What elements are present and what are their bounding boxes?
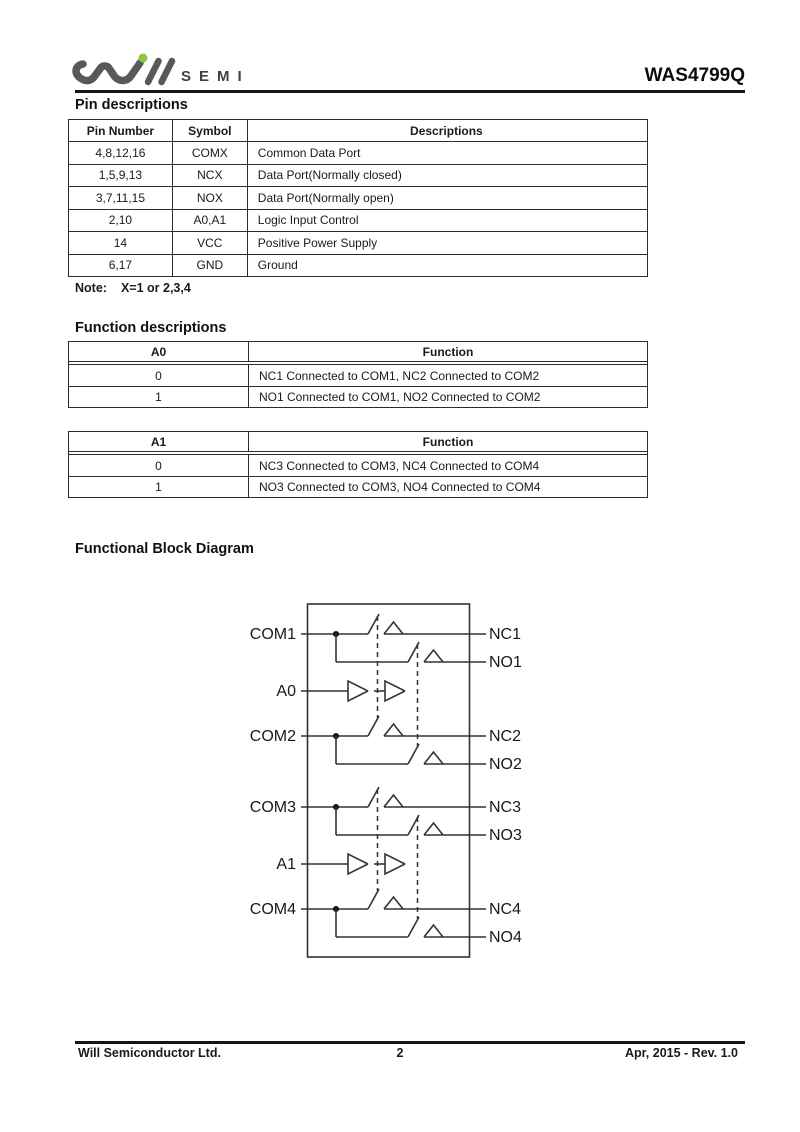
logo-slash-2 <box>162 61 173 82</box>
note-label: Note: <box>75 281 107 295</box>
pin-note <box>75 281 191 295</box>
inverter-icon <box>385 681 405 701</box>
cell-a0-value: 0 <box>69 365 249 386</box>
col-header-symbol: Symbol <box>172 120 247 142</box>
switch-arrow-icon <box>424 650 443 662</box>
table-row <box>69 232 648 255</box>
switch-arrow-icon <box>424 752 443 764</box>
logo-slash-1 <box>148 61 159 82</box>
switch-blade-icon <box>408 744 419 764</box>
inverter-bubble <box>368 688 374 694</box>
pin-label-a0: A0 <box>276 683 296 700</box>
inverter-icon <box>348 854 368 874</box>
function-table-a0 <box>68 341 648 408</box>
col-header-function: Function <box>422 434 474 449</box>
cell-description: Common Data Port <box>247 142 647 165</box>
pin-label-no2: NO2 <box>489 756 522 773</box>
pin-label-no3: NO3 <box>489 827 522 844</box>
footer-page-number: 2 <box>396 1046 404 1060</box>
cell-a1-value: 1 <box>69 477 249 497</box>
cell-pin-number: 2,10 <box>69 209 173 232</box>
cell-symbol: NOX <box>172 187 247 210</box>
will-logo-icon <box>72 48 182 92</box>
pin-label-no4: NO4 <box>489 929 522 946</box>
brand-text: SEMI <box>181 68 250 85</box>
function-table-header-row <box>69 432 647 452</box>
pin-label-nc1: NC1 <box>489 626 522 643</box>
switch-group-a1 <box>301 787 486 937</box>
switch-arrow-icon <box>384 897 403 909</box>
cell-symbol: NCX <box>172 164 247 187</box>
footer-revision: Apr, 2015 - Rev. 1.0 <box>624 1046 738 1060</box>
switch-arrow-icon <box>384 622 403 634</box>
switch-blade-icon <box>368 889 379 909</box>
inverter-bubble <box>405 688 411 694</box>
cell-pin-number: 4,8,12,16 <box>69 142 173 165</box>
col-header-a1: A1 <box>69 432 249 451</box>
pin-label-nc3: NC3 <box>489 799 522 816</box>
cell-function: NC1 Connected to COM1, NC2 Connected to COM2 <box>259 368 540 383</box>
doc-title: WAS4799Q <box>644 65 745 86</box>
pin-label-com3: COM3 <box>249 799 296 816</box>
pin-label-no1: NO1 <box>489 654 522 671</box>
pin-label-com1: COM1 <box>249 626 296 643</box>
pin-label-com4: COM4 <box>249 901 296 918</box>
note-text: X=1 or 2,3,4 <box>120 281 191 295</box>
table-row <box>69 164 648 187</box>
cell-description: Data Port(Normally closed) <box>247 164 647 187</box>
function-descriptions-heading: Function descriptions <box>75 320 227 336</box>
switch-arrow-icon <box>384 724 403 736</box>
logo-green-dot <box>139 54 148 63</box>
table-row <box>69 209 648 232</box>
cell-description: Positive Power Supply <box>247 232 647 255</box>
col-header-descriptions: Descriptions <box>247 120 647 142</box>
cell-function: NO3 Connected to COM3, NO4 Connected to COM4 <box>259 480 541 494</box>
inverter-icon <box>385 854 405 874</box>
col-header-pin-number: Pin Number <box>69 120 173 142</box>
table-row <box>69 187 648 210</box>
footer-rule <box>75 1041 745 1044</box>
col-header-function: Function <box>422 344 474 359</box>
pin-table <box>68 119 648 277</box>
cell-pin-number: 3,7,11,15 <box>69 187 173 210</box>
cell-pin-number: 14 <box>69 232 173 255</box>
pin-label-nc4: NC4 <box>489 901 522 918</box>
inverter-icon <box>348 681 368 701</box>
table-row <box>69 254 648 277</box>
cell-pin-number: 6,17 <box>69 254 173 277</box>
cell-description: Data Port(Normally open) <box>247 187 647 210</box>
cell-symbol: COMX <box>172 142 247 165</box>
cell-pin-number: 1,5,9,13 <box>69 164 173 187</box>
function-table-header-row <box>69 342 647 362</box>
cell-a1-value: 0 <box>69 455 249 476</box>
pin-descriptions-heading: Pin descriptions <box>75 97 188 113</box>
cell-description: Logic Input Control <box>247 209 647 232</box>
inverter-bubble <box>405 861 411 867</box>
cell-function: NC3 Connected to COM3, NC4 Connected to COM4 <box>259 458 540 473</box>
functional-block-diagram-heading: Functional Block Diagram <box>75 541 254 557</box>
function-table-a1 <box>68 431 648 498</box>
cell-symbol: GND <box>172 254 247 277</box>
table-row <box>69 142 648 165</box>
functional-block-diagram <box>240 595 550 975</box>
switch-group-a0 <box>301 614 486 764</box>
logo-w-stroke <box>76 63 140 81</box>
col-header-a0: A0 <box>69 342 249 361</box>
pin-label-com2: COM2 <box>249 728 296 745</box>
table-row <box>69 476 647 497</box>
table-row <box>69 455 647 476</box>
header-rule <box>75 90 745 93</box>
cell-function: NO1 Connected to COM1, NO2 Connected to COM2 <box>259 390 541 404</box>
inverter-bubble <box>368 861 374 867</box>
function-table-body <box>69 454 647 497</box>
footer-company: Will Semiconductor Ltd. <box>78 1046 221 1060</box>
cell-description: Ground <box>247 254 647 277</box>
switch-blade-icon <box>408 917 419 937</box>
switch-blade-icon <box>368 716 379 736</box>
cell-symbol: A0,A1 <box>172 209 247 232</box>
function-table-body <box>69 364 647 407</box>
table-row <box>69 365 647 386</box>
switch-arrow-icon <box>424 925 443 937</box>
pin-label-a1: A1 <box>276 856 296 873</box>
switch-arrow-icon <box>424 823 443 835</box>
cell-symbol: VCC <box>172 232 247 255</box>
pin-table-header-row <box>69 120 648 142</box>
table-row <box>69 386 647 407</box>
switch-arrow-icon <box>384 795 403 807</box>
cell-a0-value: 1 <box>69 387 249 407</box>
pin-label-nc2: NC2 <box>489 728 522 745</box>
